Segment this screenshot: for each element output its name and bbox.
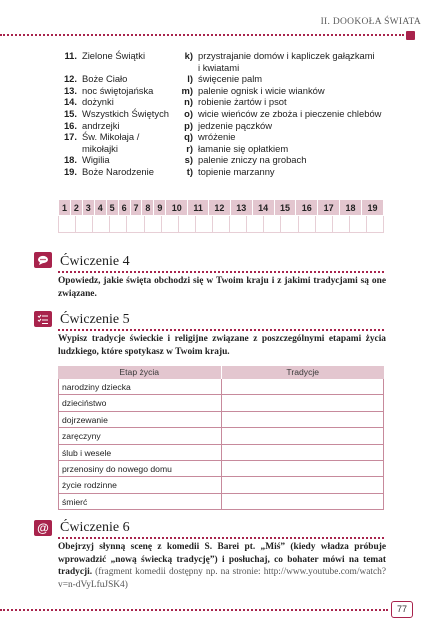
checklist-icon [34, 311, 52, 327]
item-letter: n) [184, 96, 193, 108]
tradition-text: święcenie palm [198, 73, 263, 85]
answer-cell-number: 10 [166, 200, 188, 216]
item-letter: t) [186, 165, 193, 177]
answer-cell-number: 4 [94, 200, 106, 216]
traditions-cell[interactable] [222, 494, 385, 509]
item-letter: m) [181, 84, 193, 96]
answer-cell-blank[interactable] [299, 216, 316, 233]
column-header-traditions: Tradycje [286, 367, 320, 377]
list-row [60, 143, 390, 155]
exercise-6-note: (fragment komedii dostępny np. na stronie: http://www.youtube.com/watch?v=n-dVyLfuJSK4) [58, 567, 386, 590]
column-header-stage: Etap życia [58, 366, 222, 379]
exercise-4-title: Ćwiczenie 4 [60, 254, 130, 269]
traditions-cell[interactable] [222, 395, 385, 410]
table-row [58, 428, 384, 444]
table-row [58, 494, 384, 510]
table-row [58, 395, 384, 411]
tradition-text: palenie zniczy na grobach [198, 154, 307, 166]
answer-cell-number: 19 [361, 200, 383, 216]
tradition-text: robienie żartów i psot [198, 96, 287, 108]
exercise-4-text: Opowiedz, jakie święta obchodzi się w Twoim kraju i z jakimi tradycjami są one związane. [58, 276, 386, 299]
life-stages-table [58, 366, 384, 510]
answer-grid-blank-row[interactable] [58, 216, 384, 233]
answer-cell-blank[interactable] [316, 216, 333, 233]
answer-cell-number: 9 [154, 200, 166, 216]
answer-grid-header [58, 199, 384, 216]
page-number: 77 [391, 601, 413, 618]
holiday-name: Zielone Świątki [82, 50, 146, 61]
holiday-name: noc świętojańska [82, 84, 154, 96]
item-letter: r) [186, 142, 193, 154]
traditions-cell[interactable] [222, 445, 385, 460]
answer-cell-blank[interactable] [145, 216, 162, 233]
answer-cell-number: 12 [209, 200, 231, 216]
exercise-6-text [58, 541, 386, 591]
answer-cell-number: 8 [142, 200, 154, 216]
stage-cell: przenosiny do nowego domu [58, 461, 222, 476]
matching-list [60, 50, 390, 178]
answer-cell-number: 6 [118, 200, 130, 216]
item-letter: p) [184, 119, 193, 131]
answer-cell-number: 11 [188, 200, 209, 216]
tradition-text: przystrajanie domów i kapliczek gałązkami [198, 50, 375, 61]
item-number: 14. [63, 96, 77, 108]
traditions-cell[interactable] [222, 477, 385, 492]
exercise-4-dotted-line [58, 271, 384, 273]
answer-cell-blank[interactable] [264, 216, 281, 233]
answer-cell-blank[interactable] [367, 216, 384, 233]
item-letter [180, 62, 198, 74]
tradition-text: łamanie się opłatkiem [198, 142, 289, 154]
exercise-6-title: Ćwiczenie 6 [60, 520, 130, 535]
tradition-text: i kwiatami [198, 61, 240, 73]
item-number: 13. [63, 84, 77, 96]
table-row [58, 412, 384, 428]
table-row [58, 461, 384, 477]
item-number: 17. [63, 131, 77, 143]
list-row [60, 120, 390, 132]
answer-cell-number: 14 [252, 200, 274, 216]
item-letter: l) [187, 73, 193, 85]
answer-cell-blank[interactable] [93, 216, 110, 233]
tradition-text: palenie ognisk i wicie wianków [198, 84, 325, 96]
answer-cell-number: 5 [106, 200, 118, 216]
item-number: 19. [63, 165, 77, 177]
speech-bubble-icon [34, 252, 52, 268]
item-letter: q) [184, 131, 193, 143]
exercise-5-text: Wypisz tradycje świeckie i religijne związane z poszczególnymi etapami życia ludzkiego, które spotykasz w Twoim kraju. [58, 334, 386, 357]
traditions-cell[interactable] [222, 428, 385, 443]
answer-cell-blank[interactable] [230, 216, 247, 233]
holiday-name: Wigilia [82, 154, 110, 166]
tradition-text: jedzenie pączków [198, 119, 273, 131]
item-letter: s) [184, 154, 193, 166]
stage-cell: śmierć [58, 494, 222, 509]
answer-cell-number: 3 [82, 200, 94, 216]
holiday-name: andrzejki [82, 119, 120, 131]
answer-cell-blank[interactable] [110, 216, 127, 233]
list-row [60, 96, 390, 108]
item-letter: k) [184, 50, 193, 61]
answer-cell-number: 13 [230, 200, 252, 216]
list-row [60, 62, 390, 74]
exercise-6-dotted-line [58, 537, 384, 539]
list-row [60, 85, 390, 97]
tradition-text: topienie marzanny [198, 165, 275, 177]
list-row [60, 108, 390, 120]
answer-cell-number: 17 [318, 200, 340, 216]
list-row [60, 131, 390, 143]
table-row [58, 445, 384, 461]
holiday-name: dożynki [82, 96, 114, 108]
list-row [60, 166, 390, 178]
stage-cell: zaręczyny [58, 428, 222, 443]
item-number: 15. [63, 107, 77, 119]
tradition-text: wróżenie [198, 131, 236, 143]
exercise-5-dotted-line [58, 329, 384, 331]
answer-cell-number: 16 [296, 200, 318, 216]
answer-cell-number: 15 [274, 200, 296, 216]
list-row [60, 154, 390, 166]
answer-cell-number: 18 [340, 200, 362, 216]
table-row [58, 379, 384, 395]
holiday-name: Boże Ciało [82, 73, 128, 85]
traditions-cell[interactable] [222, 461, 385, 476]
answer-cell-blank[interactable] [281, 216, 298, 233]
holiday-name: Św. Mikołaja / [82, 131, 140, 143]
answer-cell-blank[interactable] [179, 216, 196, 233]
answer-cell-blank[interactable] [247, 216, 264, 233]
exercise-6-instruction: Obejrzyj słynną scenę z komedii S. Barei pt. „Miś” (kiedy władza próbuje wprowadzić „nową świecką tradycję”) i posłuchaj, co bohater mówi na temat tradycji. [58, 542, 386, 578]
item-number: 18. [63, 154, 77, 166]
answer-cell-number: 2 [70, 200, 82, 216]
at-sign-icon: @ [34, 520, 52, 536]
header-dotted-line [0, 34, 404, 36]
answer-cell-blank[interactable] [162, 216, 179, 233]
table-row [58, 477, 384, 493]
answer-cell-blank[interactable] [76, 216, 93, 233]
answer-cell-blank[interactable] [333, 216, 350, 233]
page-header-title: II. DOOKOŁA ŚWIATA [320, 17, 421, 27]
traditions-cell[interactable] [222, 379, 385, 394]
stage-cell: dojrzewanie [58, 412, 222, 427]
answer-cell-number: 7 [130, 200, 142, 216]
answer-cell-blank[interactable] [196, 216, 213, 233]
item-number: 11. [64, 50, 77, 61]
answer-cell-blank[interactable] [350, 216, 367, 233]
exercise-5-title: Ćwiczenie 5 [60, 312, 130, 327]
answer-cell-blank[interactable] [127, 216, 144, 233]
list-row [60, 50, 390, 62]
item-number [60, 62, 82, 74]
traditions-cell[interactable] [222, 412, 385, 427]
answer-cell-blank[interactable] [213, 216, 230, 233]
item-number: 12. [63, 73, 77, 85]
item-number: 16. [63, 119, 77, 131]
stage-cell: dzieciństwo [58, 395, 222, 410]
tradition-text: wicie wieńców ze zboża i pieczenie chlebów [198, 107, 382, 119]
answer-cell-blank[interactable] [58, 216, 76, 233]
footer-dotted-line [0, 609, 388, 611]
stage-cell: życie rodzinne [58, 477, 222, 492]
header-accent-square [406, 31, 415, 40]
answer-cell-number: 1 [59, 200, 71, 216]
stage-cell: ślub i wesele [58, 445, 222, 460]
list-row [60, 73, 390, 85]
item-letter: o) [184, 107, 193, 119]
stage-cell: narodziny dziecka [58, 379, 222, 394]
holiday-name: Wszystkich Świętych [82, 107, 169, 119]
holiday-name: mikołajki [82, 142, 118, 154]
item-number [60, 143, 82, 155]
holiday-name: Boże Narodzenie [82, 165, 154, 177]
